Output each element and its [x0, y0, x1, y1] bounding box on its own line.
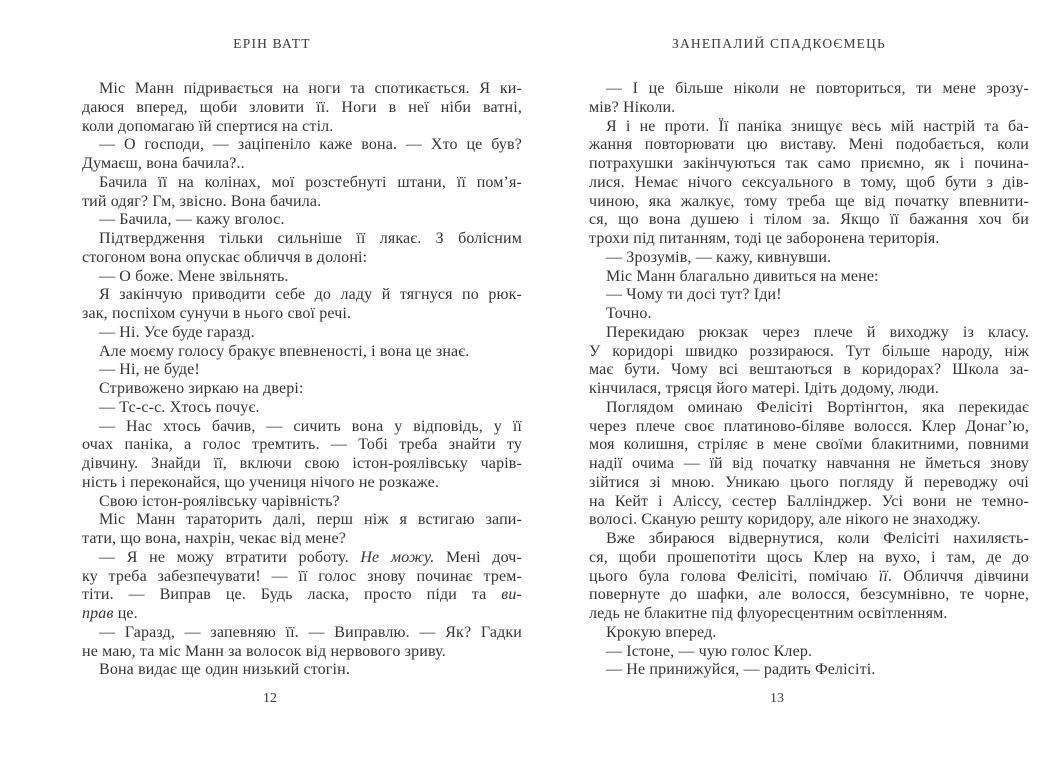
paragraph	[589, 286, 1029, 305]
text-line: Перекидаю рюкзак через плече й виходжу із класу.	[606, 323, 1029, 341]
paragraph	[82, 399, 522, 418]
paragraph	[82, 230, 522, 268]
paragraph	[82, 343, 522, 362]
text-line: ність і переконайся, що учениця нічого не розкаже.	[82, 473, 440, 491]
text-line: — Не принижуйся, — радить Фелісіті.	[606, 661, 876, 679]
right-page	[589, 0, 1029, 760]
text-line: ку треба забезпечувати! — її голос знову починає трем-	[82, 567, 522, 585]
paragraph	[589, 268, 1029, 287]
text-line: Вона видає ще один низький стогін.	[99, 661, 350, 679]
text-line: Поглядом оминаю Фелісіті Вортінґтон, яка перекидає	[606, 398, 1029, 416]
text-line: має бути. Чому всі вештаються в коридорах? Школа за-	[589, 361, 1029, 379]
text-line: — Бачила, — кажу вголос.	[99, 211, 285, 229]
paragraph	[82, 80, 522, 136]
paragraph	[589, 643, 1029, 662]
text-line: Свою істон-роялівську чарівність?	[99, 492, 340, 510]
text-line: Крокую вперед.	[606, 623, 717, 641]
paragraph	[82, 324, 522, 343]
text-line: Міс Манн благально дивиться на мене:	[606, 267, 879, 285]
text-line: тий одяг? Гм, звісно. Вона бачила.	[82, 192, 322, 210]
text-line: — О господи, — заціпеніло каже вона. — Хто це був?	[99, 136, 522, 154]
text-line: потрахушки закінчуються так само приємно, як і почина-	[589, 155, 1029, 172]
paragraph	[82, 268, 522, 287]
paragraph	[589, 661, 1029, 680]
text-line: даюся вперед, щоби зловити її. Ноги в неї ніби ватні,	[82, 98, 522, 116]
right-page-text	[589, 80, 1029, 680]
text-line: — Чому ти досі тут? Іди!	[606, 286, 782, 304]
text-line: тати, що вона, нахрін, чекає від мене?	[82, 530, 347, 547]
paragraph	[82, 174, 522, 212]
paragraph	[82, 361, 522, 380]
paragraph	[82, 549, 522, 624]
text-line: волосі. Сканую решту коридору, але нікого не знаходжу.	[589, 511, 981, 529]
text-line: — Істоне, — чую голос Клер.	[606, 642, 813, 660]
text-line: кінчилася, трясця його матері. Ідіть додому, люди.	[589, 380, 940, 397]
paragraph	[82, 624, 522, 662]
text-line: мів? Ніколи.	[589, 98, 676, 116]
text-line: Думаєш, вона бачила?..	[82, 155, 245, 172]
paragraph	[82, 418, 522, 493]
text-line: Точно.	[606, 305, 652, 322]
text-line: Але моєму голосу бракує впевненості, і вона це знає.	[99, 342, 470, 360]
paragraph	[82, 661, 522, 680]
text-line: не маю, та міс Манн за волосок від нервового зриву.	[82, 642, 446, 660]
text-line: через плече своє платиново-біляве волосся. Клер Донаг’ю,	[589, 417, 1029, 435]
text-line: цього була голова Фелісіті, помічаю її. Обличчя дівчини	[589, 567, 1029, 585]
text-line: чиною, яка жалкує, тому треба ще від початку впевнити-	[589, 192, 1029, 210]
text-line: зійтися зі мною. Уникаю цього погляду й переводжу очі	[589, 473, 1029, 491]
text-line: повернуте до шафки, але волосся, безсумнівно, те чорне,	[589, 586, 1029, 604]
paragraph	[82, 136, 522, 174]
paragraph	[589, 324, 1029, 399]
text-line: Підтвердження тільки сильніше її лякає. З болісним	[99, 230, 522, 247]
text-line: Стривожено зиркаю на двері:	[99, 380, 304, 397]
text-line: жання повторювати цю виставу. Мені подобається, коли	[589, 136, 1029, 154]
text-line: тіти. — Виправ це. Будь ласка, просто піди та ви-	[82, 586, 522, 604]
text-line: Вже збираюся відвернутися, коли Фелісіті нахиляєть-	[606, 530, 1029, 547]
text-line: стогоном вона опускає обличчя в долоні:	[82, 248, 368, 266]
text-line: Міс Манн підривається на ноги та спотикається. Я ки-	[99, 80, 522, 97]
text-line: ся, щоби прошепотіти щось Клер на вухо, і там, де до	[589, 548, 1029, 566]
text-line: — І це більше ніколи не повториться, ти мене зрозу-	[606, 80, 1029, 97]
paragraph	[589, 399, 1029, 530]
text-line: прав це.	[82, 605, 138, 622]
text-line: надії очима — їй від початку навчання не йметься знову	[589, 455, 1029, 472]
paragraph	[82, 380, 522, 399]
left-page	[82, 0, 522, 760]
text-line: — Зрозумів, — кажу, кивнувши.	[606, 248, 832, 266]
text-line: зак, поспіхом сунучи в нього свої речі.	[82, 305, 352, 322]
paragraph	[82, 511, 522, 549]
paragraph	[82, 211, 522, 230]
text-line: — Ні. Усе буде гаразд.	[99, 323, 255, 341]
text-line: У коридорі швидко роззираюся. Тут більше народу, ніж	[589, 342, 1029, 360]
right-page-number: 13	[770, 691, 784, 706]
text-line: — Я не можу втратити роботу. Не можу. Мені доч-	[99, 548, 522, 566]
paragraph	[589, 118, 1029, 249]
paragraph	[82, 286, 522, 324]
paragraph	[589, 624, 1029, 643]
text-line: — Гаразд, — запевняю її. — Виправлю. — Як? Гадки	[99, 623, 522, 641]
text-line: на Кейт і Аліссу, сестер Баллінджер. Усі вони не темно-	[589, 492, 1029, 510]
text-line: трохи під питанням, тоді це заборонена територія.	[589, 230, 940, 247]
text-line: Я і не проти. Її паніка знищує весь мій настрій та ба-	[606, 117, 1029, 135]
text-line: коли допомагаю їй спертися на стіл.	[82, 117, 334, 135]
text-line: — Нас хтось бачив, — сичить вона у відповідь, у її	[99, 417, 522, 435]
text-line: — Тс-с-с. Хтось почує.	[99, 398, 260, 416]
text-line: — Ні, не буде!	[99, 361, 200, 379]
right-running-head: ЗАНЕПАЛИЙ СПАДКОЄМЕЦЬ	[671, 36, 887, 51]
text-line: очах паніка, а голос тремтить. — Тобі треба знайти ту	[82, 436, 522, 454]
paragraph	[589, 80, 1029, 118]
text-line: Бачила її на колінах, мої розстебнуті штани, її пом’я-	[99, 173, 522, 191]
text-line: моя колишня, стріляє в мене своїми блакитними, повними	[589, 436, 1029, 454]
text-line: дівчину. Знайди її, включи свою істон-роялівську чарів-	[82, 455, 522, 472]
paragraph	[589, 530, 1029, 624]
text-line: ледь не блакитне під флуоресцентним освітленням.	[589, 605, 948, 622]
left-page-number: 12	[263, 691, 277, 706]
text-line: — О боже. Мене звільнять.	[99, 267, 289, 285]
text-line: Міс Манн тараторить далі, перш ніж я встигаю запи-	[99, 511, 522, 529]
paragraph	[589, 305, 1029, 324]
text-line: Я закінчую приводити себе до ладу й тягнуся по рюк-	[99, 286, 522, 304]
text-line: ся, що вона душею і тілом за. Якщо її бажання хоч би	[589, 211, 1029, 229]
paragraph	[589, 249, 1029, 268]
left-running-head: ЕРІН ВАТТ	[233, 36, 311, 51]
paragraph	[82, 493, 522, 512]
text-line: лися. Немає нічого сексуального в тому, щоб бути з дів-	[589, 173, 1029, 191]
left-page-text	[82, 80, 522, 680]
